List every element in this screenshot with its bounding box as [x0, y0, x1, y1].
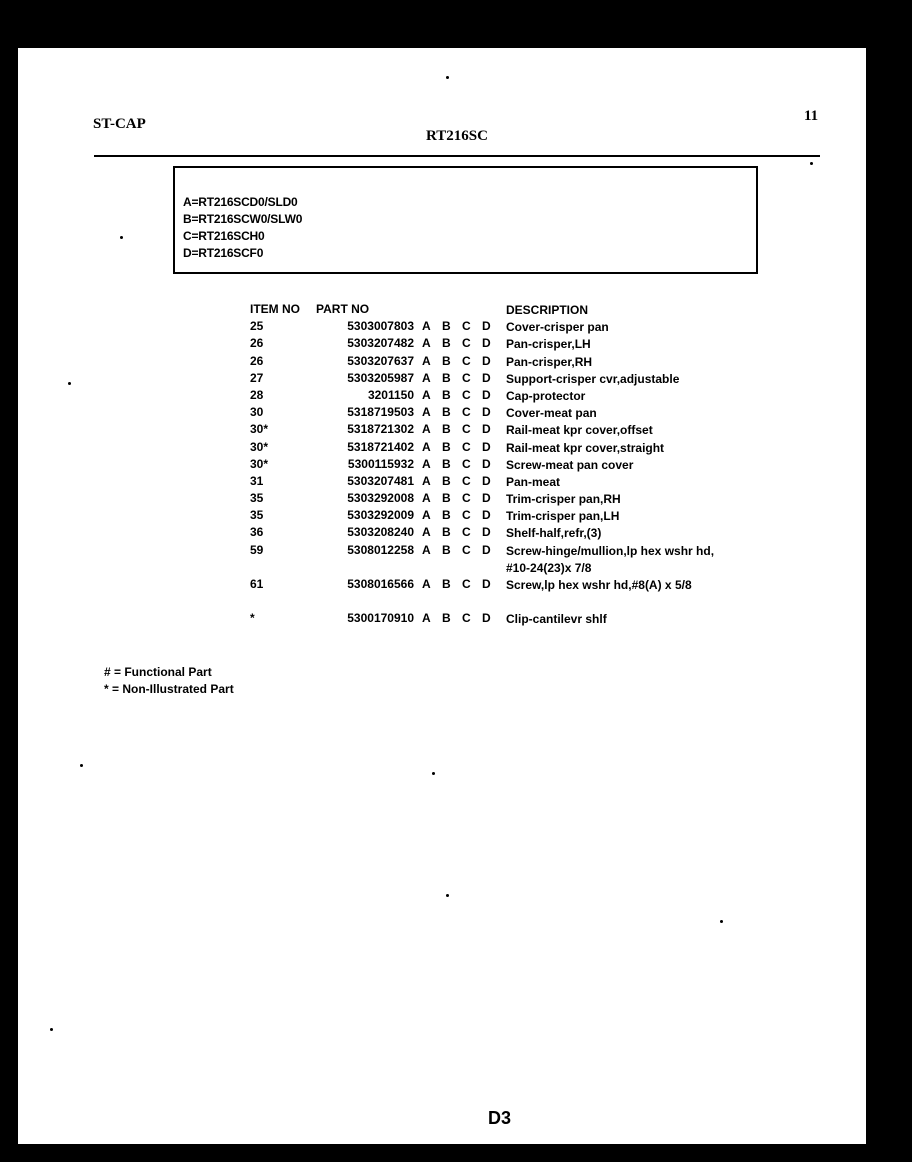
description-cell: [506, 405, 597, 422]
part-no-cell: 5303292008: [347, 491, 414, 506]
item-no-cell: 30: [250, 405, 264, 420]
part-no-cell: 5303007803: [347, 319, 414, 334]
model-d-cell: D: [482, 473, 491, 488]
model-b-cell: B: [442, 405, 451, 420]
model-a-cell: A: [422, 508, 431, 523]
item-no-cell: 25: [250, 319, 264, 334]
model-c-cell: C: [462, 473, 471, 488]
model-d: D=RT216SCF0: [183, 246, 264, 260]
model-b-cell: B: [442, 525, 451, 540]
model-a-cell: A: [422, 336, 431, 351]
model-c-cell: C: [462, 525, 471, 540]
model-d-cell: D: [482, 525, 491, 540]
part-no-cell: 5303208240: [347, 525, 414, 540]
description-line: Cap-protector: [506, 388, 586, 403]
description-cell: [506, 525, 601, 542]
part-no-cell: 5303292009: [347, 508, 414, 523]
model-d-cell: D: [482, 610, 491, 625]
description-line: Rail-meat kpr cover,offset: [506, 423, 653, 438]
header-model: RT216SC: [426, 128, 488, 144]
model-a-cell: A: [422, 405, 431, 420]
item-no-cell: 28: [250, 387, 264, 402]
description-line: Trim-crisper pan,RH: [506, 492, 621, 507]
scan-speck: [120, 236, 123, 239]
legend-functional: # = Functional Part: [104, 665, 212, 679]
part-no-cell: 5318719503: [347, 405, 414, 420]
scan-speck: [68, 382, 71, 385]
description-line-2: #10-24(23)x 7/8: [506, 560, 592, 575]
model-c-cell: C: [462, 336, 471, 351]
model-b-cell: B: [442, 422, 451, 437]
description-line: Cover-crisper pan: [506, 320, 609, 335]
part-no-cell: 5303207637: [347, 353, 414, 368]
description-cell: [506, 440, 664, 457]
description-line: Screw-hinge/mullion,lp hex wshr hd,: [506, 543, 715, 558]
model-b-cell: B: [442, 508, 451, 523]
part-no-cell: 5300170910: [347, 610, 414, 625]
part-no-cell: 5303207482: [347, 336, 414, 351]
description-cell: [506, 354, 592, 371]
part-no-cell: 5303205987: [347, 370, 414, 385]
description-cell: [506, 422, 653, 439]
model-c-cell: C: [462, 576, 471, 591]
scan-speck: [720, 920, 723, 923]
model-c-cell: C: [462, 353, 471, 368]
part-no-cell: 5318721402: [347, 439, 414, 454]
model-a-cell: A: [422, 439, 431, 454]
part-no-cell: 5308012258: [347, 542, 414, 557]
description-line: Pan-crisper,RH: [506, 354, 593, 369]
description-cell: [506, 474, 560, 491]
header-part-no: PART NO: [316, 302, 370, 316]
description-cell: [506, 319, 609, 336]
item-no-cell: 30*: [250, 422, 269, 437]
model-a-cell: A: [422, 473, 431, 488]
model-d-cell: D: [482, 319, 491, 334]
description-line: Support-crisper cvr,adjustable: [506, 371, 680, 386]
part-no-cell: 3201150: [367, 387, 414, 402]
model-d-cell: D: [482, 405, 491, 420]
description-line: Shelf-half,refr,(3): [506, 526, 602, 541]
model-c-cell: C: [462, 405, 471, 420]
model-d-cell: D: [482, 336, 491, 351]
description-cell: [506, 577, 692, 594]
part-no-cell: 5303207481: [347, 473, 414, 488]
model-a-cell: A: [422, 319, 431, 334]
part-no-cell: 5308016566: [347, 576, 414, 591]
scan-speck: [446, 76, 449, 79]
description-cell: [506, 508, 619, 525]
model-b-cell: B: [442, 336, 451, 351]
document-page: [18, 48, 866, 1144]
model-b-cell: B: [442, 542, 451, 557]
model-c-cell: C: [462, 387, 471, 402]
part-no-cell: 5300115932: [347, 456, 414, 471]
model-c-cell: C: [462, 456, 471, 471]
description-line: Screw-meat pan cover: [506, 457, 634, 472]
description-line: Cover-meat pan: [506, 406, 597, 421]
description-cell: [506, 611, 607, 628]
description-cell: [506, 543, 714, 577]
model-c-cell: C: [462, 439, 471, 454]
model-a-cell: A: [422, 525, 431, 540]
item-no-cell: 61: [250, 576, 264, 591]
model-d-cell: D: [482, 387, 491, 402]
model-c-cell: C: [462, 508, 471, 523]
model-c-cell: C: [462, 370, 471, 385]
model-a-cell: A: [422, 610, 431, 625]
model-b-cell: B: [442, 576, 451, 591]
scan-speck: [446, 894, 449, 897]
page-number: 11: [804, 108, 819, 124]
item-no-cell: 30*: [250, 439, 269, 454]
model-c: C=RT216SCH0: [183, 229, 265, 243]
model-d-cell: D: [482, 370, 491, 385]
model-a-cell: A: [422, 456, 431, 471]
model-d-cell: D: [482, 576, 491, 591]
model-d-cell: D: [482, 456, 491, 471]
description-cell: [506, 388, 585, 405]
description-line: Pan-crisper,LH: [506, 337, 591, 352]
item-no-cell: 31: [250, 473, 264, 488]
page-footer-code: D3: [488, 1108, 512, 1128]
item-no-cell: 27: [250, 370, 264, 385]
item-no-cell: 26: [250, 336, 264, 351]
part-no-cell: 5318721302: [347, 422, 414, 437]
model-a-cell: A: [422, 576, 431, 591]
description-line: Screw,lp hex wshr hd,#8(A) x 5/8: [506, 577, 692, 592]
model-b-cell: B: [442, 610, 451, 625]
item-no-cell: 36: [250, 525, 264, 540]
description-cell: [506, 336, 591, 353]
header-section-code: ST-CAP: [93, 116, 146, 132]
model-b-cell: B: [442, 319, 451, 334]
model-b-cell: B: [442, 439, 451, 454]
model-c-cell: C: [462, 319, 471, 334]
item-no-cell: 35: [250, 491, 264, 506]
model-b-cell: B: [442, 473, 451, 488]
legend: [104, 664, 234, 698]
header-rule: [94, 155, 820, 157]
model-b-cell: B: [442, 353, 451, 368]
item-no-cell: *: [250, 610, 255, 625]
scan-speck: [810, 162, 813, 165]
scan-speck: [50, 1028, 53, 1031]
model-key-box: [173, 166, 758, 274]
description-line: Pan-meat: [506, 474, 561, 489]
description-cell: [506, 491, 621, 508]
model-b-cell: B: [442, 491, 451, 506]
model-d-cell: D: [482, 508, 491, 523]
model-c-cell: C: [462, 610, 471, 625]
item-no-cell: 59: [250, 542, 264, 557]
model-a-cell: A: [422, 422, 431, 437]
header-item-no: ITEM NO: [250, 302, 300, 316]
item-no-cell: 26: [250, 353, 264, 368]
model-a: A=RT216SCD0/SLD0: [183, 195, 298, 209]
description-cell: [506, 457, 633, 474]
model-a-cell: A: [422, 387, 431, 402]
model-d-cell: D: [482, 542, 491, 557]
model-b-cell: B: [442, 370, 451, 385]
model-c-cell: C: [462, 422, 471, 437]
model-d-cell: D: [482, 422, 491, 437]
model-c-cell: C: [462, 491, 471, 506]
model-d-cell: D: [482, 353, 491, 368]
model-b: B=RT216SCW0/SLW0: [183, 212, 303, 226]
description-line: Clip-cantilevr shlf: [506, 611, 607, 626]
scan-speck: [80, 764, 83, 767]
header-description: DESCRIPTION: [506, 303, 589, 317]
item-no-cell: 35: [250, 508, 264, 523]
description-line: Trim-crisper pan,LH: [506, 509, 620, 524]
item-no-cell: 30*: [250, 456, 269, 471]
model-d-cell: D: [482, 491, 491, 506]
description-line: Rail-meat kpr cover,straight: [506, 440, 665, 455]
model-a-cell: A: [422, 491, 431, 506]
model-b-cell: B: [442, 456, 451, 471]
model-a-cell: A: [422, 353, 431, 368]
model-d-cell: D: [482, 439, 491, 454]
model-c-cell: C: [462, 542, 471, 557]
model-b-cell: B: [442, 387, 451, 402]
model-a-cell: A: [422, 542, 431, 557]
model-a-cell: A: [422, 370, 431, 385]
scan-speck: [432, 772, 435, 775]
legend-non-illustrated: * = Non-Illustrated Part: [104, 682, 234, 696]
description-cell: [506, 371, 679, 388]
